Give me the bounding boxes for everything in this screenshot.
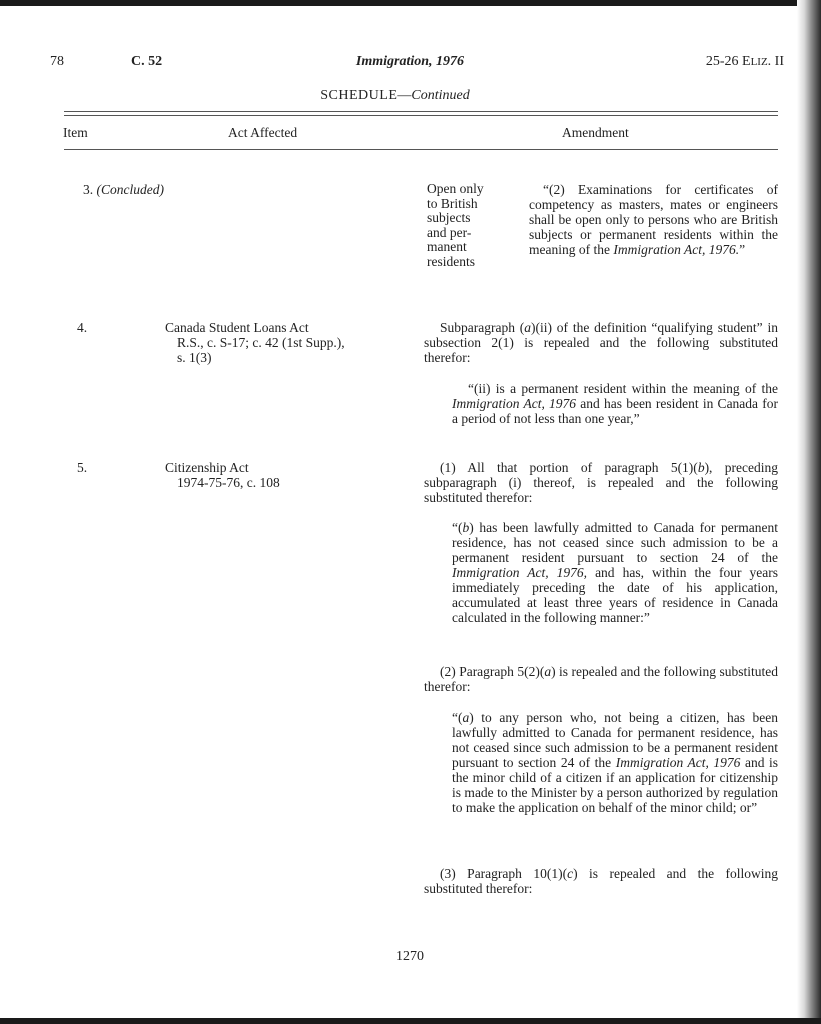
side-note-line: manent [427,239,467,255]
entry-3-side-note [427,182,507,270]
scan-top-edge [0,0,821,6]
side-note-line: residents [427,253,475,269]
entry-5-paragraph-1: (1) All that portion of paragraph 5(1)(b), preceding subparagraph (i) thereof, is repealed and the following substituted therefor: [424,460,779,505]
running-title: Immigration, 1976 [355,54,465,69]
column-header-item: Item [63,125,88,140]
entry-5-quoted-text-1: “(b) has been lawfully admitted to Canada for permanent residence, has not ceased since such admission to be a permanent resident pursuant to section 24 of the Immigration Act, 1976, and has, within the four years immediately preceding the date of his application, accumulated at least three years of residence in Canada calculated in the following manner:” [452,520,778,625]
act-citation: 1974-75-76, c. 108 [177,475,280,490]
column-header-amendment: Amendment [562,125,629,140]
footer-page-number: 1270 [396,949,424,964]
entry-5-act [165,460,405,490]
side-note-line: Open only [427,181,484,196]
scan-page-edge-shadow [797,0,821,1024]
side-note-line: and per- [427,224,472,240]
page-number: 78 [50,54,64,69]
scan-bottom-edge [0,1018,821,1024]
act-citation: R.S., c. S-17; c. 42 (1st Supp.), [177,335,345,350]
entry-5-quoted-text-2: “(a) to any person who, not being a citizen, has been lawfully admitted to Canada for permanent residence, has not ceased since such admission to be a permanent resident pursuant to section 24 of the Immigration Act, 1976 and is the minor child of a citizen if an application for citizenship is made to the Minister by a person authorized by regulation to make the application on behalf of the minor child; or” [452,710,778,815]
entry-5-paragraph-3: (3) Paragraph 10(1)(c) is repealed and the following substituted therefor: [424,866,778,896]
side-note-line: subjects [427,210,471,226]
schedule-heading: SCHEDULE—Continued [320,88,470,103]
regnal-year: 25-26 ELIZ. II [705,54,784,69]
entry-3-amendment-text: “(2) Examinations for certificates of competency as masters, mates or engineers shall be open only to persons who are British subjects or permanent residents within the meaning of the Immigration Act, 1976.” [529,182,778,257]
chapter-number: C. 52 [131,54,163,69]
entry-5-item: 5. [77,460,88,475]
act-name: Citizenship Act [165,460,249,475]
entry-4-amendment-text: Subparagraph (a)(ii) of the definition “qualifying student” in subsection 2(1) is repealed and the following substituted therefor: [424,320,778,365]
entry-4-quoted-text: “(ii) is a permanent resident within the meaning of the Immigration Act, 1976 and has been resident in Canada for a period of not less than one year,” [452,381,778,426]
column-header-act-affected: Act Affected [228,125,298,140]
act-citation: s. 1(3) [177,350,212,365]
table-top-rule [64,111,778,112]
table-top-rule-2 [64,115,778,116]
act-name: Canada Student Loans Act [165,320,309,335]
side-note-line: to British [427,195,478,211]
entry-3-item: 3. (Concluded) [83,182,164,197]
entry-4-act [165,320,405,365]
column-header-rule [64,149,778,150]
entry-5-paragraph-2: (2) Paragraph 5(2)(a) is repealed and the following substituted therefor: [424,664,779,694]
entry-4-item: 4. [77,320,88,335]
